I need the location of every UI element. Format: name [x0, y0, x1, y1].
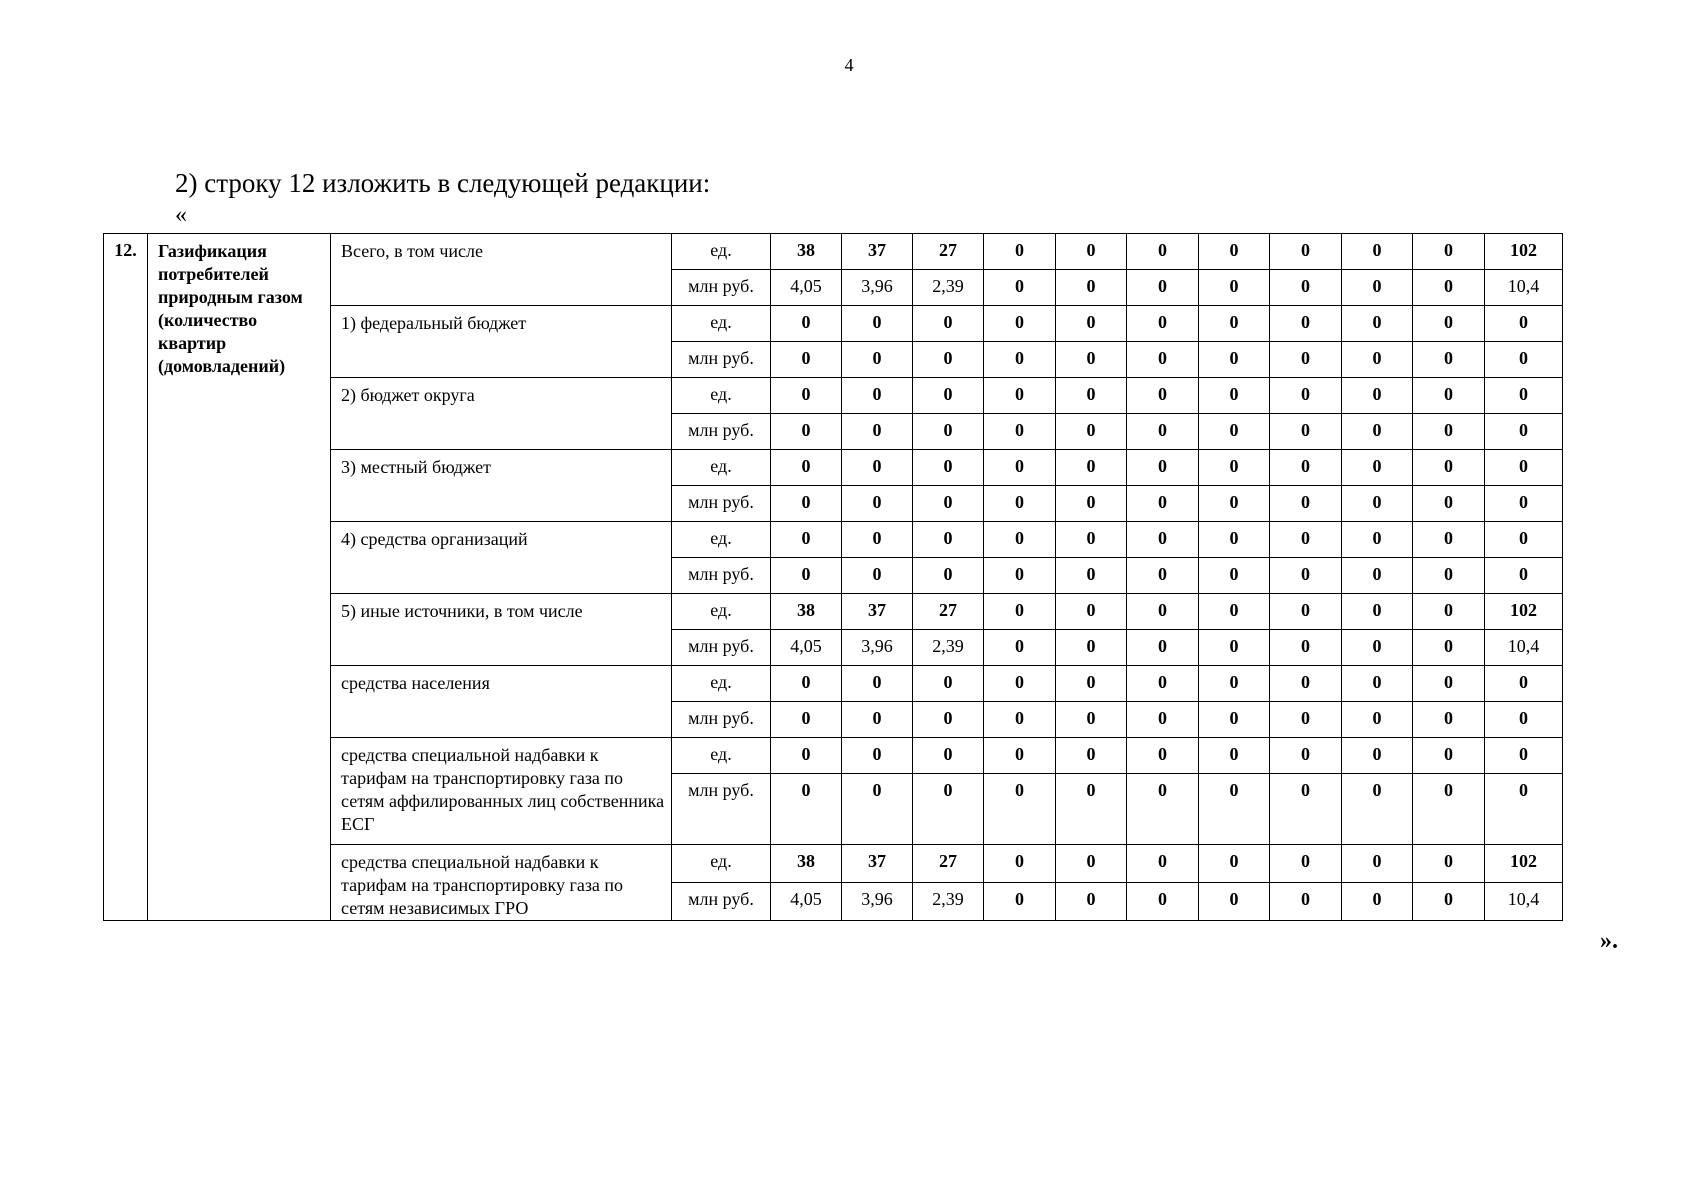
unit-cell: ед.: [672, 522, 771, 558]
value-cell: 0: [1342, 522, 1413, 558]
value-cell: 0: [984, 666, 1056, 702]
value-cell: 0: [1127, 378, 1199, 414]
funding-source-label: 3) местный бюджет: [331, 450, 672, 522]
unit-cell: ед.: [672, 594, 771, 630]
value-cell: 0: [1056, 342, 1127, 378]
unit-cell: млн руб.: [672, 414, 771, 450]
value-cell: 0: [984, 558, 1056, 594]
value-cell: 0: [984, 378, 1056, 414]
value-cell: 102: [1485, 594, 1563, 630]
value-cell: 0: [1199, 234, 1270, 270]
value-cell: 38: [771, 234, 842, 270]
value-cell: 0: [984, 486, 1056, 522]
value-cell: 0: [1413, 270, 1485, 306]
value-cell: 38: [771, 845, 842, 883]
value-cell: 0: [842, 558, 913, 594]
value-cell: 0: [1413, 630, 1485, 666]
value-cell: 0: [1056, 702, 1127, 738]
value-cell: 0: [771, 486, 842, 522]
value-cell: 0: [1413, 306, 1485, 342]
value-cell: 0: [913, 414, 984, 450]
value-cell: 3,96: [842, 883, 913, 921]
value-cell: 0: [1127, 306, 1199, 342]
funding-source-label: средства специальной надбавки к тарифам на транспортировку газа по сетям аффилированных лиц собственника ЕСГ: [331, 738, 672, 845]
value-cell: 0: [1485, 558, 1563, 594]
funding-source-label: средства населения: [331, 666, 672, 738]
value-cell: 0: [1342, 486, 1413, 522]
value-cell: 0: [1413, 234, 1485, 270]
funding-source-label: 1) федеральный бюджет: [331, 306, 672, 378]
value-cell: 27: [913, 845, 984, 883]
value-cell: 0: [842, 342, 913, 378]
value-cell: 0: [1270, 306, 1342, 342]
value-cell: 102: [1485, 234, 1563, 270]
value-cell: 0: [1485, 378, 1563, 414]
value-cell: 0: [1056, 845, 1127, 883]
value-cell: 0: [1199, 774, 1270, 845]
value-cell: 0: [1056, 234, 1127, 270]
value-cell: 0: [771, 306, 842, 342]
value-cell: 0: [913, 342, 984, 378]
value-cell: 0: [1342, 845, 1413, 883]
value-cell: 0: [1485, 666, 1563, 702]
value-cell: 0: [1485, 306, 1563, 342]
value-cell: 0: [1485, 486, 1563, 522]
value-cell: 0: [1056, 450, 1127, 486]
value-cell: 0: [771, 450, 842, 486]
value-cell: 37: [842, 234, 913, 270]
value-cell: 0: [1127, 883, 1199, 921]
value-cell: 0: [913, 378, 984, 414]
row-number: 12.: [104, 234, 148, 921]
value-cell: 0: [842, 450, 913, 486]
unit-cell: млн руб.: [672, 774, 771, 845]
unit-cell: ед.: [672, 738, 771, 774]
value-cell: 0: [1199, 486, 1270, 522]
value-cell: 0: [1413, 522, 1485, 558]
value-cell: 0: [1342, 414, 1413, 450]
value-cell: 0: [771, 702, 842, 738]
value-cell: 0: [1056, 883, 1127, 921]
value-cell: 0: [1199, 558, 1270, 594]
table-row: [104, 234, 1563, 270]
value-cell: 0: [1413, 845, 1485, 883]
value-cell: 0: [1127, 450, 1199, 486]
value-cell: 0: [1270, 738, 1342, 774]
value-cell: 0: [1127, 774, 1199, 845]
value-cell: 0: [1413, 594, 1485, 630]
unit-cell: млн руб.: [672, 702, 771, 738]
value-cell: 0: [1127, 738, 1199, 774]
value-cell: 0: [1127, 702, 1199, 738]
value-cell: 0: [1413, 450, 1485, 486]
value-cell: 10,4: [1485, 630, 1563, 666]
value-cell: 0: [1270, 450, 1342, 486]
value-cell: 0: [1413, 666, 1485, 702]
value-cell: 0: [1342, 342, 1413, 378]
value-cell: 0: [771, 378, 842, 414]
unit-cell: млн руб.: [672, 270, 771, 306]
value-cell: 0: [913, 702, 984, 738]
value-cell: 0: [842, 378, 913, 414]
value-cell: 0: [1127, 630, 1199, 666]
value-cell: 0: [1199, 883, 1270, 921]
funding-source-label: 5) иные источники, в том числе: [331, 594, 672, 666]
value-cell: 0: [984, 414, 1056, 450]
value-cell: 0: [1056, 738, 1127, 774]
value-cell: 0: [984, 702, 1056, 738]
value-cell: 0: [1127, 558, 1199, 594]
value-cell: 0: [771, 666, 842, 702]
value-cell: 38: [771, 594, 842, 630]
unit-cell: млн руб.: [672, 342, 771, 378]
value-cell: 0: [1270, 378, 1342, 414]
unit-cell: млн руб.: [672, 558, 771, 594]
unit-cell: ед.: [672, 234, 771, 270]
value-cell: 27: [913, 234, 984, 270]
value-cell: 0: [1199, 270, 1270, 306]
funding-source-label: 4) средства организаций: [331, 522, 672, 594]
value-cell: 0: [1127, 522, 1199, 558]
value-cell: 0: [1127, 845, 1199, 883]
value-cell: 0: [913, 666, 984, 702]
value-cell: 0: [984, 594, 1056, 630]
value-cell: 0: [1413, 486, 1485, 522]
value-cell: 0: [1056, 774, 1127, 845]
value-cell: 0: [984, 306, 1056, 342]
value-cell: 0: [913, 774, 984, 845]
value-cell: 27: [913, 594, 984, 630]
value-cell: 0: [984, 845, 1056, 883]
value-cell: 0: [1413, 774, 1485, 845]
closing-quote: ».: [1600, 928, 1618, 954]
value-cell: 0: [1342, 630, 1413, 666]
value-cell: 0: [771, 342, 842, 378]
value-cell: 0: [1342, 883, 1413, 921]
value-cell: 0: [1199, 450, 1270, 486]
program-table: [103, 233, 1563, 921]
funding-source-label: средства специальной надбавки к тарифам на транспортировку газа по сетям независимых ГРО: [331, 845, 672, 921]
value-cell: 0: [1056, 522, 1127, 558]
value-cell: 0: [913, 450, 984, 486]
value-cell: 0: [1199, 845, 1270, 883]
value-cell: 37: [842, 845, 913, 883]
value-cell: 2,39: [913, 630, 984, 666]
unit-cell: млн руб.: [672, 486, 771, 522]
value-cell: 0: [1199, 738, 1270, 774]
value-cell: 0: [1342, 306, 1413, 342]
value-cell: 4,05: [771, 270, 842, 306]
value-cell: 3,96: [842, 630, 913, 666]
value-cell: 0: [1056, 594, 1127, 630]
value-cell: 0: [1413, 378, 1485, 414]
value-cell: 0: [771, 522, 842, 558]
value-cell: 0: [1127, 414, 1199, 450]
value-cell: 0: [1199, 378, 1270, 414]
unit-cell: ед.: [672, 306, 771, 342]
value-cell: 4,05: [771, 630, 842, 666]
value-cell: 0: [1413, 883, 1485, 921]
opening-quote: «: [175, 202, 187, 228]
value-cell: 0: [1270, 666, 1342, 702]
value-cell: 0: [1270, 234, 1342, 270]
value-cell: 0: [771, 558, 842, 594]
value-cell: 0: [842, 702, 913, 738]
value-cell: 102: [1485, 845, 1563, 883]
value-cell: 0: [1270, 522, 1342, 558]
value-cell: 0: [1342, 558, 1413, 594]
value-cell: 0: [1413, 738, 1485, 774]
value-cell: 0: [1270, 558, 1342, 594]
value-cell: 0: [984, 738, 1056, 774]
value-cell: 0: [1270, 883, 1342, 921]
value-cell: 0: [1270, 486, 1342, 522]
indicator-name: Газификация потребителей природным газом (количество квартир (домовладений): [148, 234, 331, 921]
value-cell: 2,39: [913, 270, 984, 306]
value-cell: 0: [1342, 270, 1413, 306]
value-cell: 0: [771, 774, 842, 845]
value-cell: 0: [913, 738, 984, 774]
value-cell: 0: [1056, 270, 1127, 306]
unit-cell: ед.: [672, 378, 771, 414]
value-cell: 0: [842, 486, 913, 522]
value-cell: 0: [1199, 702, 1270, 738]
value-cell: 0: [913, 486, 984, 522]
value-cell: 0: [1485, 774, 1563, 845]
value-cell: 0: [913, 306, 984, 342]
value-cell: 0: [842, 306, 913, 342]
value-cell: 0: [1270, 594, 1342, 630]
value-cell: 0: [1127, 234, 1199, 270]
value-cell: 0: [1485, 342, 1563, 378]
funding-source-label: Всего, в том числе: [331, 234, 672, 306]
value-cell: 0: [1127, 594, 1199, 630]
value-cell: 2,39: [913, 883, 984, 921]
value-cell: 0: [1056, 486, 1127, 522]
value-cell: 0: [1485, 414, 1563, 450]
page-number: 4: [844, 55, 854, 75]
value-cell: 0: [1127, 342, 1199, 378]
funding-source-label: 2) бюджет округа: [331, 378, 672, 450]
value-cell: 0: [1342, 774, 1413, 845]
value-cell: 0: [1342, 666, 1413, 702]
value-cell: 4,05: [771, 883, 842, 921]
value-cell: 0: [1056, 378, 1127, 414]
value-cell: 0: [1342, 738, 1413, 774]
value-cell: 0: [1485, 450, 1563, 486]
value-cell: 0: [1270, 414, 1342, 450]
value-cell: 0: [1270, 702, 1342, 738]
value-cell: 0: [984, 342, 1056, 378]
value-cell: 0: [1485, 702, 1563, 738]
value-cell: 0: [1342, 378, 1413, 414]
value-cell: 0: [1270, 342, 1342, 378]
value-cell: 0: [1270, 630, 1342, 666]
value-cell: 0: [984, 883, 1056, 921]
value-cell: 0: [984, 450, 1056, 486]
value-cell: 0: [1056, 306, 1127, 342]
value-cell: 0: [1485, 738, 1563, 774]
amendment-heading: 2) строку 12 изложить в следующей редакции:: [175, 168, 711, 198]
value-cell: 0: [1342, 234, 1413, 270]
value-cell: 0: [1199, 630, 1270, 666]
value-cell: 0: [1413, 702, 1485, 738]
value-cell: 37: [842, 594, 913, 630]
value-cell: 0: [1127, 486, 1199, 522]
value-cell: 0: [1199, 306, 1270, 342]
value-cell: 0: [1413, 414, 1485, 450]
value-cell: 10,4: [1485, 883, 1563, 921]
value-cell: 0: [1199, 414, 1270, 450]
value-cell: 0: [1199, 666, 1270, 702]
value-cell: 0: [1413, 342, 1485, 378]
unit-cell: ед.: [672, 666, 771, 702]
value-cell: 0: [1199, 522, 1270, 558]
value-cell: 0: [842, 522, 913, 558]
unit-cell: ед.: [672, 450, 771, 486]
value-cell: 0: [1056, 414, 1127, 450]
unit-cell: млн руб.: [672, 630, 771, 666]
value-cell: 0: [984, 522, 1056, 558]
value-cell: 10,4: [1485, 270, 1563, 306]
value-cell: 0: [984, 774, 1056, 845]
value-cell: 0: [1056, 630, 1127, 666]
value-cell: 0: [1485, 522, 1563, 558]
value-cell: 0: [1413, 558, 1485, 594]
value-cell: 0: [842, 738, 913, 774]
value-cell: 0: [842, 666, 913, 702]
value-cell: 0: [1056, 558, 1127, 594]
value-cell: 0: [1199, 342, 1270, 378]
value-cell: 0: [1127, 270, 1199, 306]
value-cell: 0: [1056, 666, 1127, 702]
value-cell: 0: [1342, 702, 1413, 738]
value-cell: 0: [1199, 594, 1270, 630]
value-cell: 3,96: [842, 270, 913, 306]
value-cell: 0: [842, 414, 913, 450]
value-cell: 0: [1342, 594, 1413, 630]
value-cell: 0: [984, 234, 1056, 270]
value-cell: 0: [984, 270, 1056, 306]
value-cell: 0: [913, 558, 984, 594]
value-cell: 0: [1270, 270, 1342, 306]
value-cell: 0: [1127, 666, 1199, 702]
value-cell: 0: [913, 522, 984, 558]
value-cell: 0: [771, 738, 842, 774]
unit-cell: млн руб.: [672, 883, 771, 921]
value-cell: 0: [1270, 845, 1342, 883]
value-cell: 0: [771, 414, 842, 450]
value-cell: 0: [1342, 450, 1413, 486]
unit-cell: ед.: [672, 845, 771, 883]
value-cell: 0: [1270, 774, 1342, 845]
value-cell: 0: [984, 630, 1056, 666]
value-cell: 0: [842, 774, 913, 845]
